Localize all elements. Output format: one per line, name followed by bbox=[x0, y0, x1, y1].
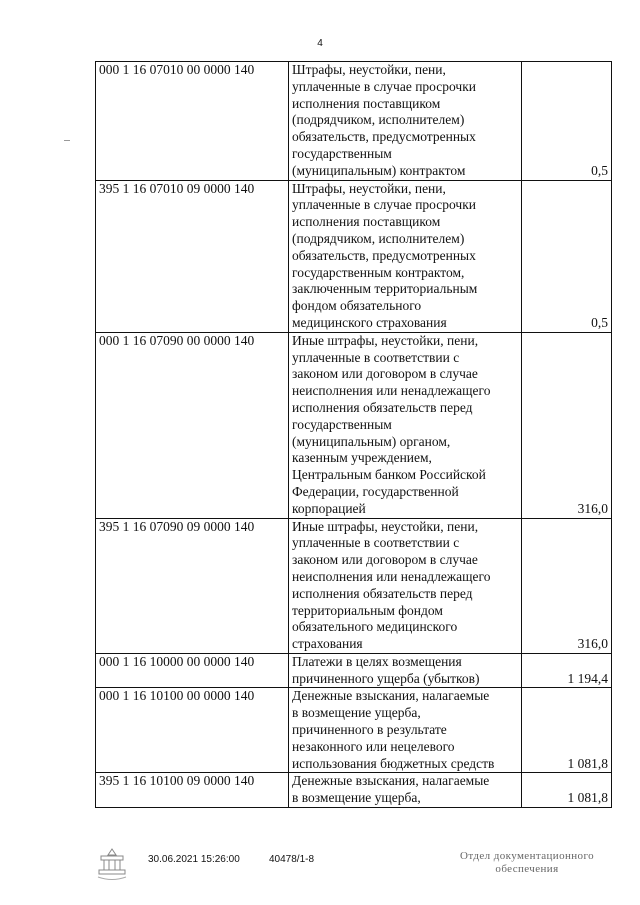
table-row bbox=[96, 773, 612, 808]
table-row bbox=[96, 332, 612, 518]
description-line: незаконного или нецелевого bbox=[292, 738, 455, 754]
description-line: государственным bbox=[292, 416, 392, 432]
description-line: (муниципальным) контрактом bbox=[292, 162, 466, 178]
department-stamp bbox=[447, 850, 607, 876]
description-line: Денежные взыскания, налагаемые bbox=[292, 688, 490, 704]
amount-cell: 1 081,8 bbox=[522, 688, 612, 773]
description-line: Центральным банком Российской bbox=[292, 467, 486, 483]
table-row bbox=[96, 653, 612, 688]
amount-cell: 0,5 bbox=[522, 180, 612, 332]
description-line: исполнения поставщиком bbox=[292, 95, 441, 111]
page-footer bbox=[95, 846, 612, 886]
description-line: уплаченные в случае просрочки bbox=[292, 197, 476, 213]
description-line: уплаченные в случае просрочки bbox=[292, 78, 476, 94]
budget-code-cell: 000 1 16 07090 00 0000 140 bbox=[96, 332, 289, 518]
registration-datetime: 30.06.2021 15:26:00 bbox=[148, 854, 240, 865]
description-line: (муниципальным) органом, bbox=[292, 433, 451, 449]
description-line: страхования bbox=[292, 636, 363, 652]
table-row bbox=[96, 688, 612, 773]
description-line: заключенным территориальным bbox=[292, 281, 478, 297]
description-cell bbox=[289, 332, 522, 518]
description-cell bbox=[289, 688, 522, 773]
description-line: обязательств, предусмотренных bbox=[292, 247, 476, 263]
description-line: исполнения поставщиком bbox=[292, 214, 441, 230]
description-line: неисполнения или ненадлежащего bbox=[292, 568, 491, 584]
amount-cell: 316,0 bbox=[522, 332, 612, 518]
description-line: казенным учреждением, bbox=[292, 450, 432, 466]
description-line: (подрядчиком, исполнителем) bbox=[292, 230, 465, 246]
registry-stamp-icon bbox=[95, 846, 129, 882]
budget-code-cell: 395 1 16 10100 09 0000 140 bbox=[96, 773, 289, 808]
amount-cell: 0,5 bbox=[522, 62, 612, 181]
amount-cell: 316,0 bbox=[522, 518, 612, 653]
description-line: уплаченные в соответствии с bbox=[292, 535, 460, 551]
amount-cell: 1 081,8 bbox=[522, 773, 612, 808]
budget-code-cell: 000 1 16 07010 00 0000 140 bbox=[96, 62, 289, 181]
description-line: корпорацией bbox=[292, 500, 366, 516]
page-number: 4 bbox=[317, 38, 323, 49]
description-cell bbox=[289, 653, 522, 688]
registration-number: 40478/1-8 bbox=[269, 854, 315, 865]
amount-cell: 1 194,4 bbox=[522, 653, 612, 688]
description-line: Штрафы, неустойки, пени, bbox=[292, 180, 446, 196]
description-cell bbox=[289, 62, 522, 181]
description-cell bbox=[289, 518, 522, 653]
table-row bbox=[96, 518, 612, 653]
table-row bbox=[96, 180, 612, 332]
description-line: Иные штрафы, неустойки, пени, bbox=[292, 332, 479, 348]
description-line: причиненного ущерба (убытков) bbox=[292, 670, 480, 686]
description-line: (подрядчиком, исполнителем) bbox=[292, 112, 465, 128]
description-line: территориальным фондом bbox=[292, 602, 443, 618]
revenue-table bbox=[95, 61, 612, 808]
description-line: причиненного в результате bbox=[292, 722, 447, 738]
description-cell bbox=[289, 180, 522, 332]
budget-code-cell: 395 1 16 07010 09 0000 140 bbox=[96, 180, 289, 332]
description-line: исполнения обязательств перед bbox=[292, 399, 473, 415]
description-line: медицинского страхования bbox=[292, 314, 447, 330]
description-line: неисполнения или ненадлежащего bbox=[292, 383, 491, 399]
table-row bbox=[96, 62, 612, 181]
description-line: обязательного медицинского bbox=[292, 619, 458, 635]
description-line: исполнения обязательств перед bbox=[292, 585, 473, 601]
description-line: законом или договором в случае bbox=[292, 552, 478, 568]
budget-code-cell: 395 1 16 07090 09 0000 140 bbox=[96, 518, 289, 653]
description-line: в возмещение ущерба, bbox=[292, 705, 421, 721]
description-line: Штрафы, неустойки, пени, bbox=[292, 62, 446, 77]
description-line: Федерации, государственной bbox=[292, 483, 459, 499]
description-line: государственным контрактом, bbox=[292, 264, 465, 280]
department-stamp-line: Отдел документационного bbox=[459, 850, 594, 862]
description-cell bbox=[289, 773, 522, 808]
description-line: государственным bbox=[292, 145, 392, 161]
description-line: обязательств, предусмотренных bbox=[292, 129, 476, 145]
description-line: использования бюджетных средств bbox=[292, 755, 495, 771]
margin-mark bbox=[64, 140, 70, 141]
department-stamp-line: обеспечения bbox=[495, 863, 559, 875]
description-line: Иные штрафы, неустойки, пени, bbox=[292, 518, 479, 534]
budget-code-cell: 000 1 16 10100 00 0000 140 bbox=[96, 688, 289, 773]
description-line: фондом обязательного bbox=[292, 298, 422, 314]
description-line: Платежи в целях возмещения bbox=[292, 653, 462, 669]
description-line: законом или договором в случае bbox=[292, 366, 478, 382]
description-line: Денежные взыскания, налагаемые bbox=[292, 773, 490, 789]
description-line: в возмещение ущерба, bbox=[292, 790, 421, 806]
revenue-table-body bbox=[96, 62, 612, 808]
description-line: уплаченные в соответствии с bbox=[292, 349, 460, 365]
budget-code-cell: 000 1 16 10000 00 0000 140 bbox=[96, 653, 289, 688]
